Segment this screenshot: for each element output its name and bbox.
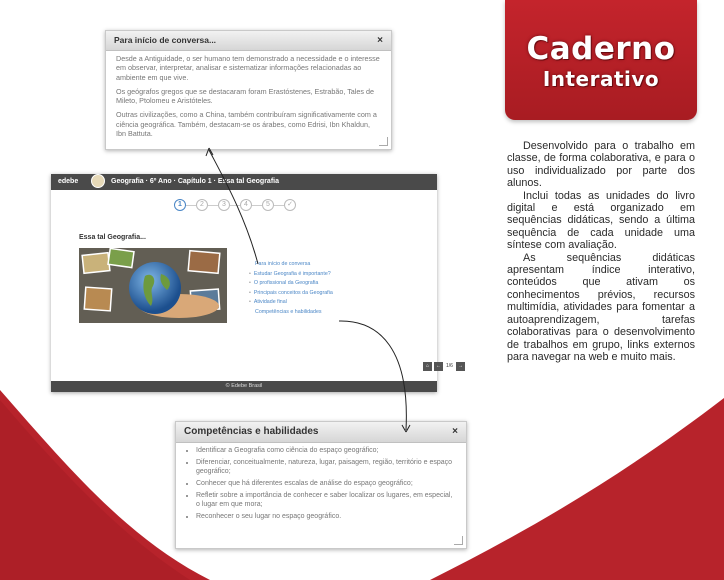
bullet-icon: • [249,299,251,306]
description [507,140,695,363]
step-connector [208,205,218,206]
toc-item[interactable] [249,308,333,318]
step-connector [252,205,262,206]
toc-item[interactable] [249,279,333,289]
bullet-icon: • [249,289,251,296]
breadcrumb: Geografia · 6º Ano · Capítulo 1 · Essa tal Geografia [111,178,279,185]
intro-popup-header [106,31,391,51]
skills-list [176,443,466,521]
globe-collage-image [79,248,227,323]
badge-title-line1: Caderno [526,31,676,67]
app-footer: © Edebe Brasil [51,381,437,392]
toc-item[interactable] [249,289,333,299]
intro-popup [105,30,392,150]
bullet-icon: • [249,280,251,287]
toc-item-label[interactable]: Estudar Geografia é importante? [253,270,331,277]
skills-popup-title: Competências e habilidades [184,426,319,437]
close-icon[interactable]: × [452,426,458,437]
description-paragraph: As sequências didáticas apresentam índice interativo, conteúdos que ativam os conhecimentos prévios, recursos multimídia, atividades para fomentar a autoaprendizagem, tarefas colaborativas para o desenvolvimento de trabalhos em grupo, links externos para navegar na web e muito mais. [507,251,695,363]
close-icon[interactable]: × [377,35,383,46]
resize-grip-icon[interactable] [454,536,463,545]
top-bar [51,174,437,190]
skills-popup-body [176,443,466,521]
intro-paragraph: Os geógrafos gregos que se destacaram foram Erastóstenes, Estrabão, Tales de Mileto, Ptolomeu e Aristóteles. [116,86,374,106]
step-connector [274,205,284,206]
logo-icon [91,174,105,188]
skills-popup-header [176,422,466,443]
step-1[interactable]: 1 [174,199,186,211]
step-5[interactable]: 5 [262,199,274,211]
app-window [51,174,463,392]
section-title: Essa tal Geografia... [79,234,146,241]
list-item: • Conhecer que há diferentes escalas de análise do espaço geográfico; [196,479,456,488]
step-connector [230,205,240,206]
step-3[interactable]: 3 [218,199,230,211]
toc-item[interactable] [249,270,333,280]
skills-popup [175,421,467,549]
badge-title-line2: Interativo [542,67,660,91]
list-item: • Identificar a Geografia como ciência do espaço geográfico; [196,446,456,455]
toc-item[interactable] [249,298,333,308]
intro-paragraph: Desde a Antiguidade, o ser humano tem demonstrado a necessidade e o interesse em observar, interpretar, analisar e sistematizar informações relacionadas ao ambiente em que vive. [116,54,380,82]
list-item: • Diferenciar, conceitualmente, natureza, lugar, paisagem, região, território e espaço geográfico; [196,458,456,476]
intro-paragraph: Outras civilizações, como a China, também contribuíram significativamente com a ciência geográfica. Também, destacam-se os árabes, como Edrisi, Ibn Khaldun, Ibn Battuta. [116,110,377,139]
list-item: • Reconhecer o seu lugar no espaço geográfico. [196,512,456,521]
toc-item-label[interactable]: Principais conceitos da Geografia [253,289,333,296]
step-connector [186,205,196,206]
resize-grip-icon[interactable] [379,137,388,146]
bullet-icon: • [249,270,251,277]
intro-popup-body [106,51,391,138]
page-indicator: 1/6 [444,362,455,371]
list-item: • Refletir sobre a importância de conhecer e saber localizar os lugares, em especial, o lugar em que mora; [196,491,456,509]
prev-arrow-icon[interactable]: ← [436,363,441,369]
toc-item-label[interactable]: Atividade final [253,299,287,306]
description-paragraph: Inclui todas as unidades do livro digital e está organizado em sequências didáticas, sendo a última sequência de cada unidade uma síntese com avaliação. [507,189,695,252]
step-done-check-icon[interactable]: ✓ [284,199,296,211]
table-of-contents [249,260,333,318]
description-paragraph: Desenvolvido para o trabalho em classe, de forma colaborativa, e para o uso individualizado por parte dos alunos. [507,140,695,190]
next-arrow-icon[interactable]: → [458,363,463,369]
home-icon[interactable]: ⌂ [423,362,432,371]
toc-item-label[interactable]: O profissional da Geografia [253,280,319,287]
toc-item-label[interactable]: Competências e habilidades [255,308,322,315]
toc-item-label[interactable]: Para início de conversa [255,261,311,267]
brand-label: edebe [58,178,79,185]
title-badge [505,0,697,120]
toc-item[interactable] [249,260,333,270]
step-4[interactable]: 4 [240,199,252,211]
intro-popup-title: Para início de conversa... [114,35,217,45]
step-2[interactable]: 2 [196,199,208,211]
